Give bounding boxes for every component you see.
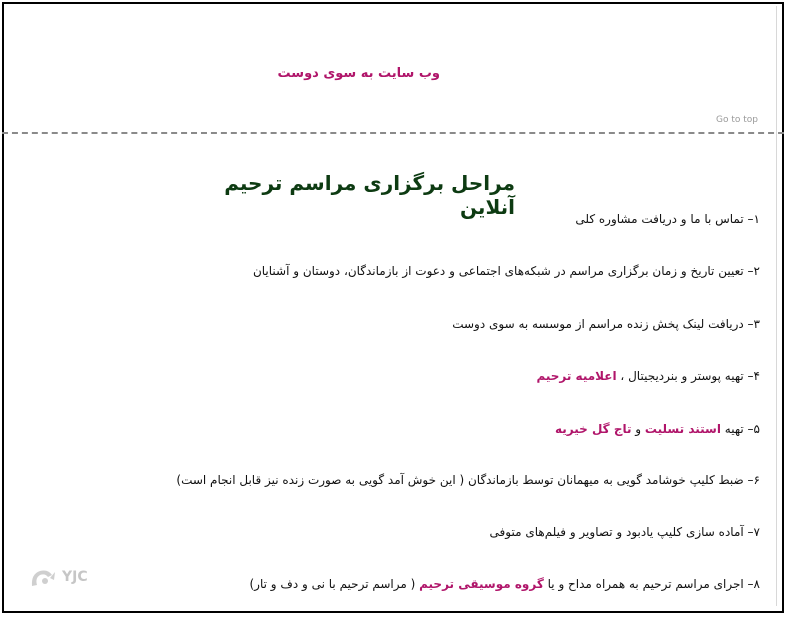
- step-4: [536, 369, 760, 383]
- step-text: تهیه پوستر و بنردیجیتال ،: [616, 369, 744, 383]
- step-text-joiner: و: [631, 422, 645, 436]
- step-text: آماده سازی کلیپ یادبود و تصاویر و فیلم‌های متوفی: [489, 525, 744, 539]
- step-text: تهیه: [720, 422, 744, 436]
- step-6: [176, 473, 760, 487]
- watermark-text: YJC: [62, 569, 88, 585]
- step-3: [452, 317, 760, 331]
- step-number: ۶–: [743, 473, 760, 487]
- step-text: اجرای مراسم ترحیم به همراه مداح و یا: [543, 577, 744, 591]
- step-text: تماس با ما و دریافت مشاوره کلی: [575, 212, 744, 226]
- funeral-notice-link[interactable]: اعلامیه ترحیم: [536, 369, 617, 383]
- step-text: ضبط کلیپ خوشامد گویی به میهمانان توسط بازماندگان ( این خوش آمد گویی به صورت زنده نیز قابل انجام است): [176, 473, 744, 487]
- page-heading: مراحل برگزاری مراسم ترحیم آنلاین: [224, 171, 515, 219]
- yjc-watermark: [28, 566, 108, 592]
- music-group-link[interactable]: گروه موسیقی ترحیم: [419, 577, 544, 591]
- step-8: [250, 577, 761, 591]
- condolence-stand-link[interactable]: استند تسلیت: [644, 422, 721, 436]
- page-frame: [2, 2, 784, 613]
- charity-wreath-link[interactable]: تاج گل خیریه: [554, 422, 632, 436]
- step-text: دریافت لینک پخش زنده مراسم از موسسه به سوی دوست: [452, 317, 744, 331]
- step-1: [575, 212, 760, 226]
- step-number: ۱–: [743, 212, 760, 226]
- dashed-divider: [2, 132, 784, 134]
- step-number: ۸–: [743, 577, 760, 591]
- step-number: ۴–: [743, 369, 760, 383]
- step-text-suffix: ( مراسم ترحیم با نی و دف و تار): [249, 577, 420, 591]
- step-number: ۵–: [743, 422, 760, 436]
- step-2: [253, 264, 760, 278]
- step-number: ۳–: [743, 317, 760, 331]
- step-text: تعیین تاریخ و زمان برگزاری مراسم در شبکه‌های اجتماعی و دعوت از بازماندگان، دوستان و آشنایان: [252, 264, 744, 278]
- step-7: [490, 525, 760, 539]
- step-number: ۲–: [743, 264, 760, 278]
- step-5: [555, 422, 760, 436]
- yjc-logo-icon: [28, 566, 58, 592]
- site-title-link[interactable]: وب سایت به سوی دوست: [277, 66, 440, 81]
- right-border-line: [776, 6, 777, 606]
- step-number: ۷–: [743, 525, 760, 539]
- go-to-top-link[interactable]: Go to top: [716, 115, 758, 125]
